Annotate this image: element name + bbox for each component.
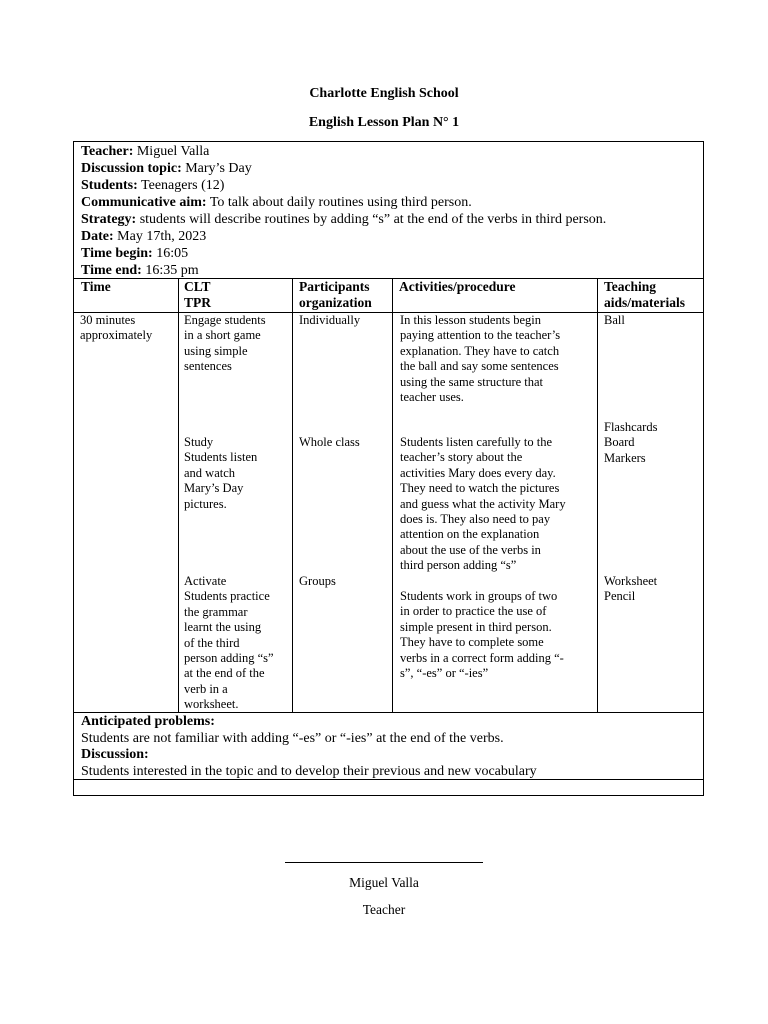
header-time: Time	[81, 279, 111, 294]
aim-value: To talk about daily routines using third person.	[209, 195, 472, 210]
discussion-label: Discussion:	[81, 747, 149, 762]
stage-activate-clt: Activate Students practice the grammar learnt the using of the third person adding “s” at the end of the verb in a worksheet.	[184, 574, 274, 712]
header-participants: Participants organization	[299, 279, 372, 310]
lesson-plan-table	[73, 141, 704, 796]
divider	[597, 278, 598, 712]
divider	[178, 278, 179, 712]
time-end-label: Time end:	[81, 263, 142, 278]
problems-text: Students are not familiar with adding “-es” or “-ies” at the end of the verbs.	[81, 731, 504, 746]
divider	[292, 278, 293, 712]
stage-study-clt: Study Students listen and watch Mary’s Day pictures.	[184, 435, 258, 511]
discussion-text: Students interested in the topic and to develop their previous and new vocabulary	[81, 764, 537, 779]
date-value: May 17th, 2023	[117, 229, 207, 244]
students-label: Students:	[81, 178, 138, 193]
stage-study-materials: Flashcards Board Markers	[604, 420, 658, 465]
header-clt: CLT TPR	[184, 279, 211, 310]
signature-name: Miguel Valla	[349, 875, 419, 890]
students-value: Teenagers (12)	[141, 178, 225, 193]
teacher-label: Teacher:	[81, 144, 134, 159]
header-activities: Activities/procedure	[399, 279, 516, 294]
teacher-value: Miguel Valla	[136, 144, 210, 159]
stage-engage-clt: Engage students in a short game using simple sentences	[184, 313, 266, 374]
time-begin-label: Time begin:	[81, 246, 153, 261]
divider	[392, 278, 393, 712]
problems-label: Anticipated problems:	[81, 714, 215, 729]
time-begin-value: 16:05	[156, 246, 189, 261]
lesson-plan-title: English Lesson Plan N° 1	[308, 115, 460, 130]
time-cell: 30 minutes approximately	[80, 313, 153, 343]
signature-line	[285, 862, 483, 863]
time-begin-row	[81, 245, 188, 262]
stage-activate-materials: Worksheet Pencil	[604, 574, 658, 604]
stage-activate-activities: Students work in groups of two in order to practice the use of simple present in third person. They have to complete some verbs in a correct form adding “- s”, “-es” or “-ies”	[400, 589, 564, 681]
students-row	[81, 177, 224, 194]
time-end-row	[81, 262, 199, 279]
strategy-row	[81, 211, 606, 228]
aim-row	[81, 194, 472, 211]
stage-engage-materials: Ball	[604, 313, 625, 327]
stage-activate-participants: Groups	[299, 574, 336, 588]
header-materials: Teaching aids/materials	[604, 279, 685, 310]
date-row	[81, 228, 206, 245]
time-end-value: 16:35 pm	[145, 263, 199, 278]
topic-value: Mary’s Day	[185, 161, 252, 176]
aim-label: Communicative aim:	[81, 195, 207, 210]
strategy-value: students will describe routines by adding “s” at the end of the verbs in third person.	[139, 212, 607, 227]
stage-engage-participants: Individually	[299, 313, 361, 327]
date-label: Date:	[81, 229, 114, 244]
signature-role: Teacher	[362, 902, 406, 917]
school-name: Charlotte English School	[309, 86, 459, 101]
topic-row	[81, 160, 252, 177]
stage-study-activities: Students listen carefully to the teacher’s story about the activities Mary does every day. They need to watch the pictures and guess what the activity Mary does is. They also need to pay attention on the explanation about the use of the verbs in third person adding “s”	[400, 435, 566, 573]
topic-label: Discussion topic:	[81, 161, 182, 176]
stage-engage-activities: In this lesson students begin paying attention to the teacher’s explanation. They have to catch the ball and say some sentences using the same structure that teacher uses.	[400, 313, 561, 405]
teacher-row	[81, 143, 209, 160]
strategy-label: Strategy:	[81, 212, 137, 227]
stage-study-participants: Whole class	[299, 435, 360, 449]
